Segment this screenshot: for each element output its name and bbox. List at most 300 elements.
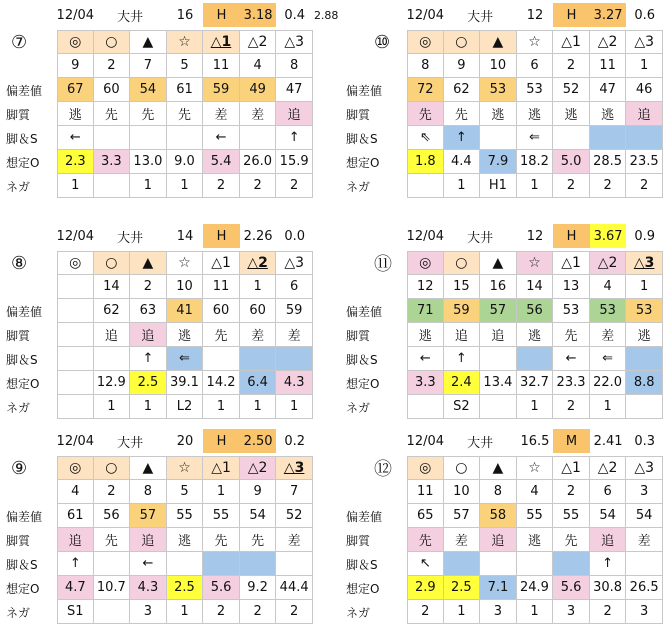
header-extra: 2.88 (313, 8, 339, 22)
race-table (0, 429, 343, 624)
deviation-cell: 60 (240, 299, 277, 323)
horse-number-cell: 7 (276, 480, 313, 504)
deviation-cell: 60 (203, 299, 240, 323)
running-style-cell: 先 (407, 528, 444, 552)
header-grade: H (553, 3, 590, 27)
row-label: 想定O (6, 155, 40, 170)
deviation-cell: 63 (130, 299, 167, 323)
header-number: 20 (176, 433, 194, 449)
leg-s-cell: ↑ (57, 552, 94, 576)
deviation-cell: 67 (57, 78, 94, 102)
deviation-cell: 53 (553, 299, 590, 323)
nega-cell: 1 (203, 395, 240, 419)
row-label: 想定O (6, 376, 40, 391)
nega-cell: 2 (590, 174, 627, 198)
running-style-cell: 追 (480, 323, 517, 347)
running-style-cell: 追 (130, 528, 167, 552)
mark-cell: ☆ (517, 456, 554, 480)
race-table (340, 429, 663, 624)
leg-s-cell (553, 126, 590, 150)
horse-number-cell: 14 (517, 275, 554, 299)
row-label: ネガ (6, 400, 31, 415)
mark-cell: ○ (444, 251, 481, 275)
mark-cell: ☆ (167, 456, 204, 480)
expected-odds-cell: 39.1 (167, 371, 204, 395)
deviation-cell: 57 (130, 504, 167, 528)
mark-cell: ○ (94, 251, 131, 275)
deviation-cell: 53 (626, 299, 663, 323)
row-label: 脚質 (346, 328, 371, 343)
row-label: ネガ (6, 179, 31, 194)
mark-cell: △3 (276, 456, 313, 480)
mark-cell: △2 (590, 456, 627, 480)
nega-cell: 2 (276, 600, 313, 624)
leg-s-cell (480, 347, 517, 371)
mark-cell: △1 (553, 30, 590, 54)
header-venue: 大井 (117, 435, 144, 451)
deviation-cell: 61 (167, 78, 204, 102)
leg-s-cell: ← (203, 126, 240, 150)
nega-cell: 2 (240, 600, 277, 624)
deviation-cell: 54 (590, 504, 627, 528)
nega-cell: 1 (57, 174, 94, 198)
header-date: 12/04 (56, 433, 95, 449)
horse-number-cell: 12 (407, 275, 444, 299)
horse-number-cell: 8 (480, 480, 517, 504)
running-style-cell: 逃 (517, 528, 554, 552)
mark-cell: △2 (590, 251, 627, 275)
leg-s-cell (626, 347, 663, 371)
mark-cell: ○ (444, 456, 481, 480)
nega-cell: 1 (444, 600, 481, 624)
row-label: 脚＆S (6, 557, 38, 572)
horse-number-cell: 2 (130, 275, 167, 299)
nega-cell (407, 174, 444, 198)
deviation-cell: 52 (553, 78, 590, 102)
row-label: ネガ (346, 400, 371, 415)
running-style-cell: 逃 (167, 323, 204, 347)
leg-s-cell: ← (407, 347, 444, 371)
header-sub-index: 0.0 (284, 228, 305, 244)
mark-cell: ◎ (407, 30, 444, 54)
leg-s-cell: ⇐ (167, 347, 204, 371)
mark-cell: ☆ (167, 251, 204, 275)
running-style-cell: 先 (203, 323, 240, 347)
horse-number-cell: 16 (480, 275, 517, 299)
deviation-cell: 54 (626, 504, 663, 528)
horse-number-cell: 7 (130, 54, 167, 78)
nega-cell: 2 (276, 174, 313, 198)
expected-odds-cell: 9.2 (240, 576, 277, 600)
header-grade: H (203, 429, 240, 453)
deviation-cell: 62 (94, 299, 131, 323)
deviation-cell: 55 (167, 504, 204, 528)
nega-cell: 2 (626, 174, 663, 198)
running-style-cell: 逃 (590, 102, 627, 126)
mark-cell: △1 (203, 456, 240, 480)
nega-cell (626, 395, 663, 419)
mark-cell: ▲ (480, 456, 517, 480)
mark-cell: ☆ (167, 30, 204, 54)
running-style-cell: 先 (94, 528, 131, 552)
nega-cell: 1 (130, 174, 167, 198)
nega-cell: 1 (167, 174, 204, 198)
header-number: 12 (526, 7, 544, 23)
nega-cell: 1 (167, 600, 204, 624)
mark-cell: ▲ (130, 456, 167, 480)
deviation-cell: 47 (590, 78, 627, 102)
horse-number-cell: 2 (553, 54, 590, 78)
horse-number-cell: 2 (553, 480, 590, 504)
running-style-cell: 差 (276, 323, 313, 347)
mark-cell: △1 (203, 30, 240, 54)
mark-cell: △2 (240, 456, 277, 480)
expected-odds-cell: 6.4 (240, 371, 277, 395)
expected-odds-cell: 26.5 (626, 576, 663, 600)
running-style-cell: 差 (590, 323, 627, 347)
running-style-cell: 追 (626, 102, 663, 126)
horse-number-cell: 9 (444, 54, 481, 78)
expected-odds-cell: 26.0 (240, 150, 277, 174)
expected-odds-cell: 2.5 (444, 576, 481, 600)
deviation-cell: 58 (480, 504, 517, 528)
running-style-cell: 差 (240, 102, 277, 126)
leg-s-cell: ↑ (444, 126, 481, 150)
nega-cell: 3 (553, 600, 590, 624)
leg-s-cell (590, 126, 627, 150)
nega-cell: L2 (167, 395, 204, 419)
expected-odds-cell: 3.3 (94, 150, 131, 174)
deviation-cell: 65 (407, 504, 444, 528)
header-venue: 大井 (117, 9, 144, 25)
horse-number-cell: 8 (276, 54, 313, 78)
row-label: 想定O (346, 376, 380, 391)
mark-cell: △1 (553, 456, 590, 480)
expected-odds-cell: 30.8 (590, 576, 627, 600)
horse-number-cell: 6 (276, 275, 313, 299)
deviation-cell: 55 (517, 504, 554, 528)
leg-s-cell (276, 552, 313, 576)
deviation-cell: 59 (444, 299, 481, 323)
mark-cell: △3 (626, 456, 663, 480)
row-label: ネガ (346, 179, 371, 194)
nega-cell: 2 (553, 174, 590, 198)
row-label: 偏差値 (6, 509, 43, 524)
deviation-cell: 53 (480, 78, 517, 102)
leg-s-cell (480, 126, 517, 150)
expected-odds-cell: 1.8 (407, 150, 444, 174)
horse-number-cell: 2 (94, 480, 131, 504)
nega-cell: 2 (203, 600, 240, 624)
expected-odds-cell: 2.5 (130, 371, 167, 395)
mark-cell: ☆ (517, 251, 554, 275)
header-sub-index: 0.6 (634, 7, 655, 23)
running-style-cell: 先 (203, 528, 240, 552)
expected-odds-cell: 23.5 (626, 150, 663, 174)
row-label: 偏差値 (346, 83, 383, 98)
running-style-cell: 差 (203, 102, 240, 126)
deviation-cell: 46 (626, 78, 663, 102)
header-index: 3.27 (590, 3, 627, 27)
expected-odds-cell: 18.2 (517, 150, 554, 174)
expected-odds-cell: 4.4 (444, 150, 481, 174)
leg-s-cell (240, 126, 277, 150)
expected-odds-cell: 7.1 (480, 576, 517, 600)
leg-s-cell: ⇐ (517, 126, 554, 150)
running-style-cell: 先 (94, 102, 131, 126)
mark-cell: ○ (444, 30, 481, 54)
leg-s-cell (626, 552, 663, 576)
horse-number-cell: 11 (590, 54, 627, 78)
horse-number-cell: 9 (240, 480, 277, 504)
deviation-cell: 55 (553, 504, 590, 528)
nega-cell: 1 (444, 174, 481, 198)
mark-cell: ▲ (480, 30, 517, 54)
horse-number-cell: 4 (590, 275, 627, 299)
leg-s-cell (94, 126, 131, 150)
deviation-cell: 60 (94, 78, 131, 102)
leg-s-cell (626, 126, 663, 150)
row-label: 脚＆S (6, 352, 38, 367)
row-label: 脚＆S (346, 131, 378, 146)
nega-cell: H1 (480, 174, 517, 198)
running-style-cell: 先 (240, 528, 277, 552)
leg-s-cell: ↑ (590, 552, 627, 576)
mark-cell: ▲ (130, 251, 167, 275)
row-label: ネガ (6, 605, 31, 620)
running-style-cell: 差 (626, 528, 663, 552)
deviation-cell (57, 299, 94, 323)
deviation-cell: 56 (94, 504, 131, 528)
running-style-cell: 逃 (167, 528, 204, 552)
expected-odds-cell: 5.0 (553, 150, 590, 174)
leg-s-cell (94, 347, 131, 371)
expected-odds-cell: 5.6 (553, 576, 590, 600)
expected-odds-cell: 7.9 (480, 150, 517, 174)
leg-s-cell (57, 347, 94, 371)
deviation-cell: 59 (203, 78, 240, 102)
race-number: ⑫ (374, 459, 392, 480)
expected-odds-cell: 3.3 (407, 371, 444, 395)
expected-odds-cell: 9.0 (167, 150, 204, 174)
header-venue: 大井 (467, 435, 494, 451)
mark-cell: ◎ (57, 456, 94, 480)
header-sub-index: 0.4 (284, 7, 305, 23)
running-style-cell: 差 (240, 323, 277, 347)
running-style-cell: 逃 (57, 102, 94, 126)
row-label: 想定O (346, 581, 380, 596)
horse-number-cell: 1 (626, 54, 663, 78)
running-style-cell: 先 (130, 102, 167, 126)
race-number: ⑪ (374, 254, 392, 275)
deviation-cell: 57 (444, 504, 481, 528)
expected-odds-cell: 4.3 (276, 371, 313, 395)
running-style-cell: 追 (480, 528, 517, 552)
deviation-cell: 47 (276, 78, 313, 102)
horse-number-cell: 10 (167, 275, 204, 299)
row-label: 想定O (346, 155, 380, 170)
row-label: 脚質 (346, 107, 371, 122)
header-number: 16 (176, 7, 194, 23)
horse-number-cell: 4 (240, 54, 277, 78)
leg-s-cell: ⇐ (590, 347, 627, 371)
expected-odds-cell: 24.9 (517, 576, 554, 600)
running-style-cell: 逃 (517, 102, 554, 126)
leg-s-cell: ↑ (276, 126, 313, 150)
expected-odds-cell: 2.5 (167, 576, 204, 600)
leg-s-cell (167, 126, 204, 150)
nega-cell: 2 (553, 395, 590, 419)
race-number: ⑩ (374, 31, 391, 53)
expected-odds-cell: 2.4 (444, 371, 481, 395)
horse-number-cell: 8 (130, 480, 167, 504)
deviation-cell: 53 (517, 78, 554, 102)
leg-s-cell: ← (130, 552, 167, 576)
running-style-cell: 追 (94, 323, 131, 347)
horse-number-cell: 5 (167, 480, 204, 504)
nega-cell: 3 (130, 600, 167, 624)
deviation-cell: 56 (517, 299, 554, 323)
expected-odds-cell: 23.3 (553, 371, 590, 395)
running-style-cell: 差 (276, 528, 313, 552)
nega-cell (480, 395, 517, 419)
mark-cell: ◎ (407, 456, 444, 480)
header-number: 16.5 (520, 433, 550, 449)
nega-cell: 2 (407, 600, 444, 624)
header-index: 2.41 (593, 433, 623, 449)
running-style-cell: 先 (167, 102, 204, 126)
leg-s-cell (130, 126, 167, 150)
expected-odds-cell: 8.8 (626, 371, 663, 395)
race-number: ⑨ (11, 457, 28, 479)
nega-cell (57, 395, 94, 419)
header-index: 3.18 (240, 3, 277, 27)
expected-odds-cell: 32.7 (517, 371, 554, 395)
expected-odds-cell: 15.9 (276, 150, 313, 174)
horse-number-cell: 8 (407, 54, 444, 78)
header-date: 12/04 (406, 228, 445, 244)
mark-cell: △1 (203, 251, 240, 275)
horse-number-cell: 11 (203, 54, 240, 78)
expected-odds-cell (57, 371, 94, 395)
row-label: ネガ (346, 605, 371, 620)
expected-odds-cell: 10.7 (94, 576, 131, 600)
deviation-cell: 71 (407, 299, 444, 323)
header-grade: H (203, 3, 240, 27)
leg-s-cell (167, 552, 204, 576)
deviation-cell: 54 (240, 504, 277, 528)
horse-number-cell: 14 (94, 275, 131, 299)
running-style-cell (57, 323, 94, 347)
mark-cell: ○ (94, 30, 131, 54)
row-label: 脚質 (6, 533, 31, 548)
mark-cell: △3 (276, 251, 313, 275)
header-sub-index: 0.3 (634, 433, 655, 449)
nega-cell (94, 600, 131, 624)
race-table (340, 3, 663, 198)
running-style-cell: 差 (444, 528, 481, 552)
horse-number-cell (57, 275, 94, 299)
leg-s-cell: ⇖ (407, 126, 444, 150)
horse-number-cell: 4 (517, 480, 554, 504)
running-style-cell: 追 (590, 528, 627, 552)
nega-cell: 1 (130, 395, 167, 419)
mark-cell: △2 (240, 30, 277, 54)
leg-s-cell: ↑ (444, 347, 481, 371)
race-table (340, 224, 663, 419)
horse-number-cell: 10 (444, 480, 481, 504)
nega-cell (407, 395, 444, 419)
nega-cell: 2 (203, 174, 240, 198)
leg-s-cell (517, 552, 554, 576)
header-venue: 大井 (467, 230, 494, 246)
expected-odds-cell: 44.4 (276, 576, 313, 600)
row-label: 想定O (6, 581, 40, 596)
horse-number-cell: 13 (553, 275, 590, 299)
row-label: 偏差値 (346, 304, 383, 319)
mark-cell: ▲ (130, 30, 167, 54)
mark-cell: ○ (94, 456, 131, 480)
horse-number-cell: 15 (444, 275, 481, 299)
row-label: 偏差値 (6, 83, 43, 98)
leg-s-cell (203, 552, 240, 576)
deviation-cell: 72 (407, 78, 444, 102)
deviation-cell: 57 (480, 299, 517, 323)
header-number: 12 (526, 228, 544, 244)
header-grade: M (553, 429, 590, 453)
mark-cell: △1 (553, 251, 590, 275)
leg-s-cell (94, 552, 131, 576)
running-style-cell: 追 (57, 528, 94, 552)
header-number: 14 (176, 228, 194, 244)
running-style-cell: 先 (407, 102, 444, 126)
leg-s-cell: ← (553, 347, 590, 371)
nega-cell: 2 (590, 600, 627, 624)
deviation-cell: 54 (130, 78, 167, 102)
horse-number-cell: 10 (480, 54, 517, 78)
expected-odds-cell: 13.0 (130, 150, 167, 174)
leg-s-cell (480, 552, 517, 576)
row-label: 偏差値 (346, 509, 383, 524)
running-style-cell: 追 (276, 102, 313, 126)
horse-number-cell: 1 (203, 480, 240, 504)
mark-cell: △2 (240, 251, 277, 275)
expected-odds-cell: 28.5 (590, 150, 627, 174)
header-index: 2.50 (240, 429, 277, 453)
horse-number-cell: 11 (407, 480, 444, 504)
header-index: 3.67 (590, 224, 627, 248)
header-index: 2.26 (243, 228, 273, 244)
horse-number-cell: 9 (57, 54, 94, 78)
horse-number-cell: 5 (167, 54, 204, 78)
deviation-cell: 59 (276, 299, 313, 323)
nega-cell: 1 (517, 174, 554, 198)
race-number: ⑧ (11, 252, 28, 274)
expected-odds-cell: 2.9 (407, 576, 444, 600)
nega-cell: 3 (626, 600, 663, 624)
horse-number-cell: 1 (240, 275, 277, 299)
mark-cell: △3 (626, 30, 663, 54)
horse-number-cell: 6 (517, 54, 554, 78)
running-style-cell: 追 (444, 323, 481, 347)
running-style-cell: 逃 (626, 323, 663, 347)
horse-number-cell: 11 (203, 275, 240, 299)
nega-cell: S2 (444, 395, 481, 419)
row-label: 脚＆S (346, 557, 378, 572)
expected-odds-cell: 12.9 (94, 371, 131, 395)
nega-cell: 1 (590, 395, 627, 419)
expected-odds-cell: 14.2 (203, 371, 240, 395)
